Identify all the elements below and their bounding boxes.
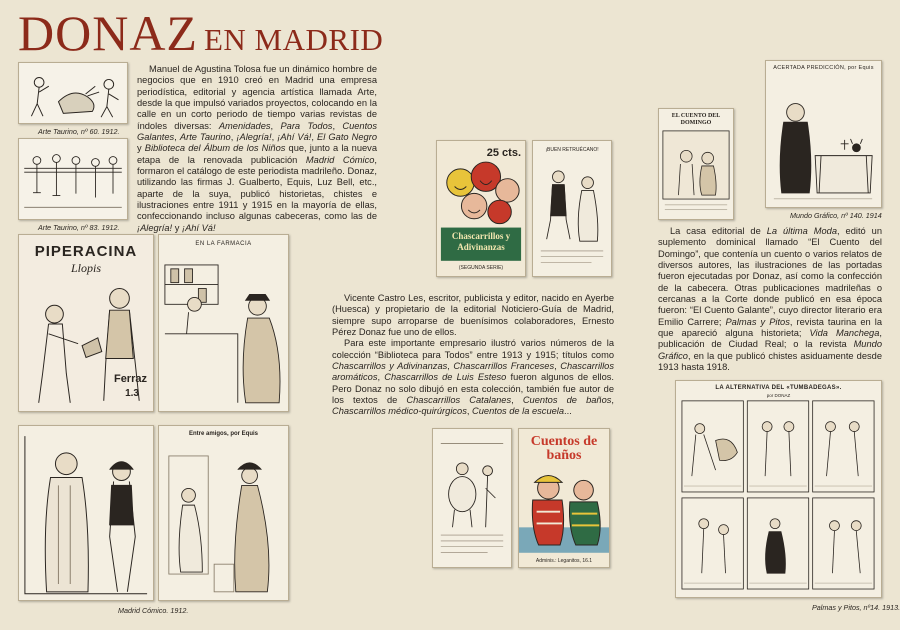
cover2-head: ¡BUEN RETRUÉCANO! bbox=[545, 147, 599, 153]
laughing-faces-icon bbox=[437, 141, 525, 276]
alternativa-title: LA ALTERNATIVA DEL «TUMBADEGAS». bbox=[715, 385, 842, 391]
fat-man-drawing-icon bbox=[433, 429, 511, 567]
middle-paragraph-1: Vicente Castro Les, escritor, publicista y editor, nacido en Ayerbe (Huesca) y propietario de la editorial Noticiero-Guía de Madrid, siempre supo arroparse de buenísimos colaboradores, Ernesto Pérez Donaz fue uno de ellos. bbox=[332, 293, 614, 338]
alternativa-byline: por DONAZ bbox=[766, 393, 791, 398]
spectators-sketch-icon bbox=[19, 139, 127, 219]
middle-paragraph-2: Para este importante empresario ilustró varios números de la colección “Biblioteca para Todos” entre 1913 y 1915; títulos como Chascarrillos y Adivinanzas, Chascarrillos Franceses, Chascarrillos aromáticos, Chascarrillos de Luis Esteso fueron algunos de ellos. Pero Donaz no solo dibujó en esta colección, también fue autor de los textos de Chascarrillos Catalanes, Cuentos de baños, Chascarrillos médico-quirúrgicos, Cuentos de la escuela... bbox=[332, 338, 614, 417]
cat-prediction-drawing-icon bbox=[766, 61, 881, 207]
middle-text bbox=[332, 293, 614, 418]
ferraz-label: Ferraz bbox=[113, 373, 147, 385]
pharmacy-drawing-icon bbox=[159, 235, 288, 411]
buen-retruecano-image bbox=[532, 140, 612, 277]
caption-arte-taurino-83: Arte Taurino, nº 83. 1912. bbox=[38, 223, 120, 232]
madrid-comico-image-2 bbox=[158, 425, 289, 601]
arte-taurino-60-image bbox=[18, 62, 128, 124]
cover1-price: 25 cts. bbox=[486, 147, 521, 159]
page-title bbox=[18, 5, 384, 61]
caption-arte-taurino-60: Arte Taurino, nº 60. 1912. bbox=[38, 127, 120, 136]
caption-mundo-grafico: Mundo Gráfico, nº 140. 1914 bbox=[790, 211, 882, 220]
intro-paragraph: Manuel de Agustina Tolosa fue un dinámico hombre de negocios que en 1910 creó en Madrid una empresa periodística, editorial y agencia artística llamada Arte, desde la que impulsó variados proyectos, colocando en la calle en un corto periodo de tiempo varias revistas de índoles diversas: Amenidades, Para Todos, Cuentos Galantes, Arte Taurino, ¡Alegría!, ¡Ahí Vá!, El Gato Negro y Biblioteca del Álbum de los Niños que, junto a la nueva etapa de la renovada publicación Madrid Cómico, formaron el catálogo de este periodista madrileño. Donaz, utilizando las firmas J. Gualberto, Equis, Luz Bell, etc., aparte de la suya, publicó historietas, chistes e ilustraciones entre 1911 y 1915 en la mayoría de ellas, confeccionando incluso algunas cabeceras, como las de ¡Alegría! y ¡Ahí Vá! bbox=[137, 64, 378, 233]
cover3-title: Cuentos de baños bbox=[530, 434, 598, 463]
cuentos-de-banos-cover-image bbox=[518, 428, 610, 568]
caption-palmas-y-pitos: Palmas y Pitos, nº14. 1913. bbox=[812, 603, 900, 612]
humor-booklet-image bbox=[432, 428, 512, 568]
palmas-y-pitos-comic-image bbox=[675, 380, 882, 598]
title-sub: EN MADRID bbox=[203, 22, 384, 57]
chascarrillos-cover-image bbox=[436, 140, 526, 277]
dialog-figures-icon bbox=[533, 141, 611, 276]
acertada-prediccion-image bbox=[765, 60, 882, 208]
cuento-title: EL CUENTO DEL DOMINGO bbox=[671, 113, 721, 126]
right-text bbox=[658, 226, 882, 373]
intro-text bbox=[137, 64, 377, 234]
cover1-series: (SEGUNDA SERIE) bbox=[458, 265, 504, 271]
bullfight-sketch-icon bbox=[19, 63, 127, 123]
title-main: DONAZ bbox=[18, 5, 198, 61]
piperacina-title: PIPERACINA bbox=[34, 243, 138, 260]
piperacina-sub: Llopis bbox=[70, 261, 101, 275]
piperacina-ad-image bbox=[18, 234, 154, 412]
acertada-title: ACERTADA PREDICCIÓN, por Equis bbox=[773, 65, 874, 71]
couple-drawing-icon bbox=[19, 426, 153, 600]
ferraz-number: 1.3 bbox=[125, 388, 139, 399]
en-la-farmacia-image bbox=[158, 234, 289, 412]
cover1-title: Chascarrillos y Adivinanzas bbox=[451, 231, 511, 252]
el-cuento-del-domingo-image bbox=[658, 108, 734, 220]
right-paragraph: La casa editorial de La última Moda, editó un suplemento dominical llamado “El Cuento del Domingo”, que contenía un cuento o varios relatos de diversos autores, las ilustraciones de las portadas fueron ejecutadas por Donaz, así como la confección de la cabecera. Otras publicaciones madrileñas o cercanas a la Corte donde publicó en esa época fueron: “El Cuento Galante”, cuyo director literario era Emilio Carrere; Palmas y Pitos, revista taurina en la que apareció alguna historieta; Vida Manchega, publicación de Ciudad Real; o la revista Mundo Gráfico, en la que publicó chistes asiduamente desde 1913 hasta 1918. bbox=[658, 226, 883, 373]
ladies-drawing-icon bbox=[159, 426, 288, 600]
caption-madrid-comico: Madrid Cómico. 1912. bbox=[118, 606, 189, 615]
arte-taurino-83-image bbox=[18, 138, 128, 220]
madrid-comico-image-1 bbox=[18, 425, 154, 601]
cover3-footer: Adminis.: Leganitos, 16.1 bbox=[535, 558, 593, 564]
en-la-farmacia-title: EN LA FARMACIA bbox=[195, 241, 252, 247]
entre-amigos-title: Entre amigos, por Equis bbox=[188, 431, 258, 437]
comic-strip-panels-icon bbox=[676, 381, 881, 597]
